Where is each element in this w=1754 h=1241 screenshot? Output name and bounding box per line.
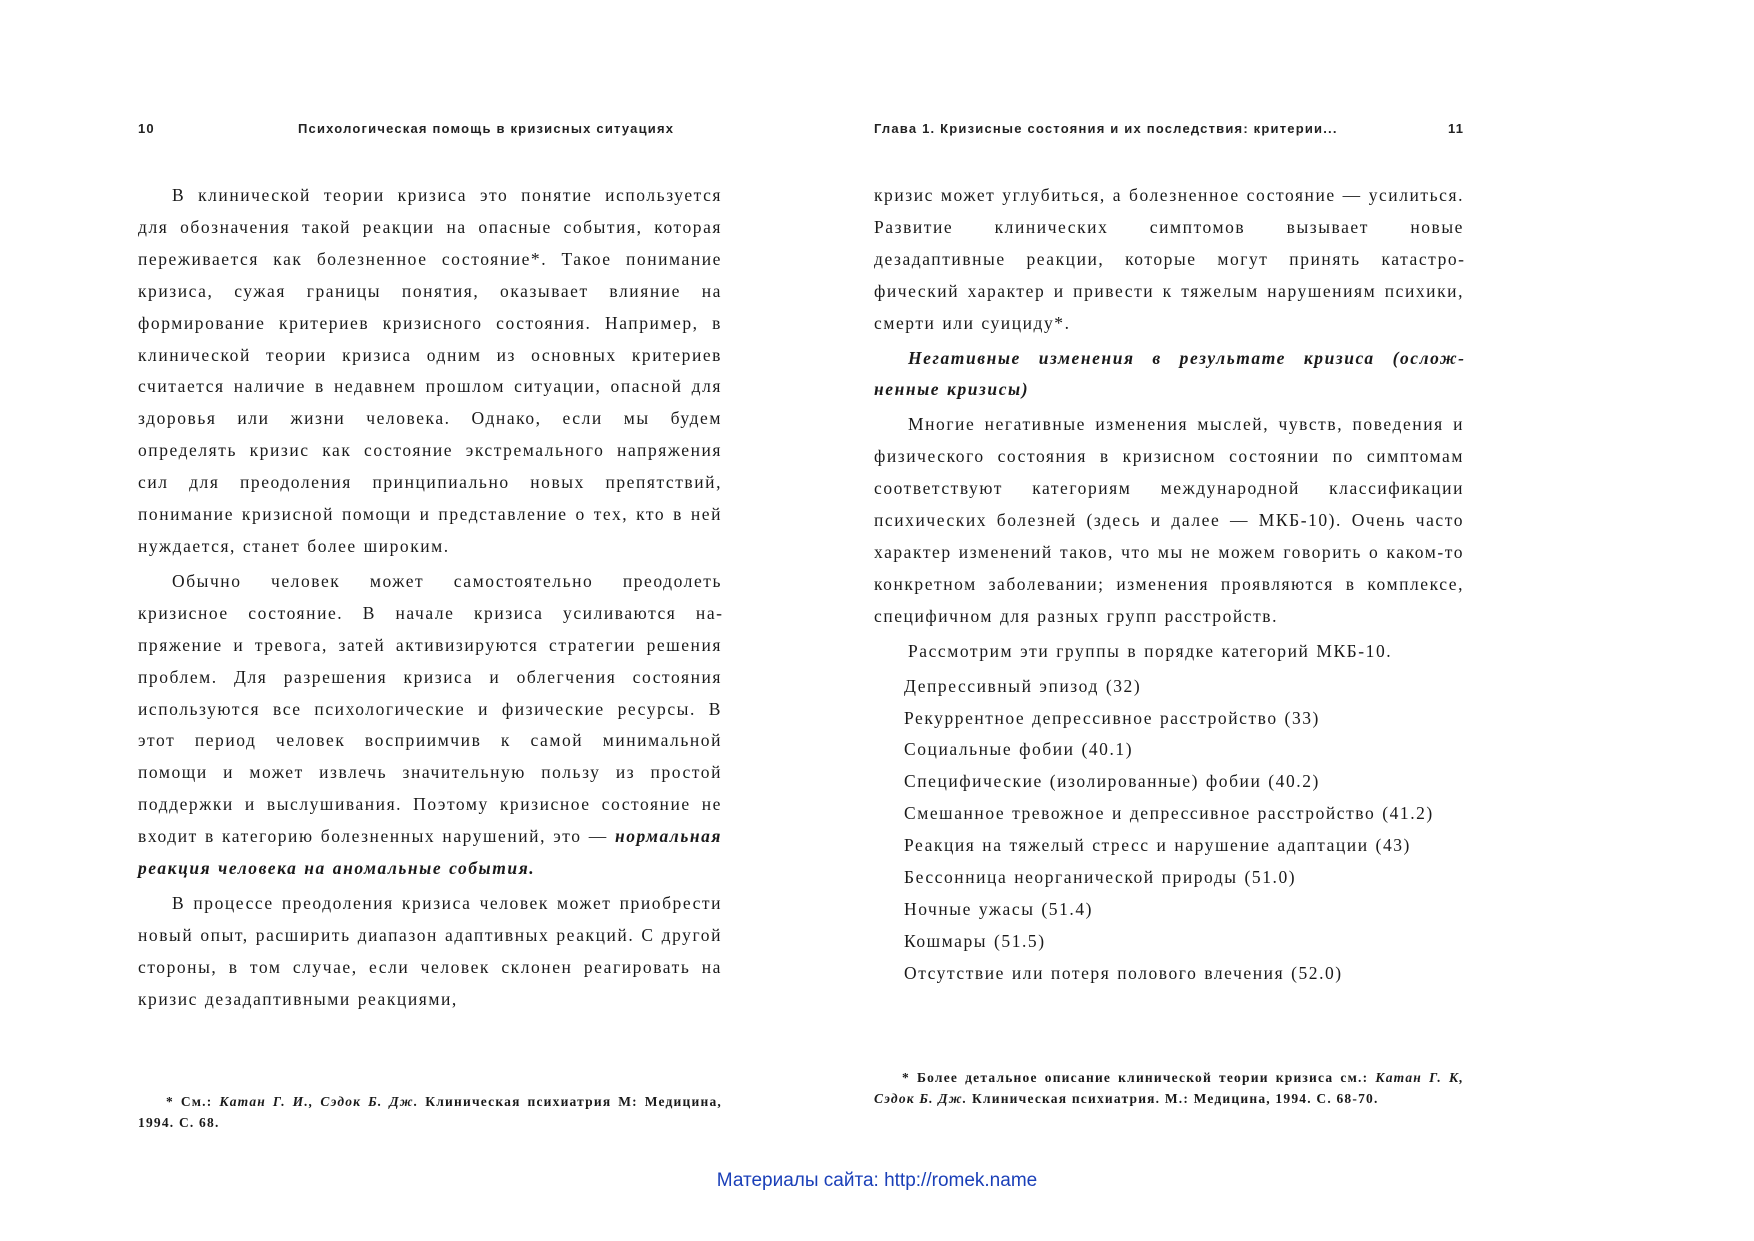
emphasis-text: нормальная реакция человека на аномальные события.: [138, 826, 722, 879]
paragraph: Обычно человек может самостоятельно преодолеть кризисное состояние. В начале кризиса усиливаются напряжение и тревога, затей активизируются стратегии решения проблем. Для разрешения кризиса и облегчения состояния используются все психологические и физические ресурсы. В этот период человек восприимчив к самой минимальной помощи и может извлечь значительную пользу из простой поддержки и выслушивания. Поэтому кризисное состояние не входит в категорию болезненных нарушений, это — нормальная реакция человека на аномальные события.: [138, 570, 722, 879]
section-heading: Негативные изменения в результате кризиса (осложненные кризисы): [874, 347, 1464, 400]
icd-category-list: [874, 671, 1464, 990]
page-number: 10: [138, 121, 155, 136]
list-item: Ночные ужасы (51.4): [904, 898, 1094, 919]
page-number: 11: [1448, 121, 1465, 136]
site-footer: [0, 1170, 1754, 1192]
paragraph: кризис может углубиться, а болезненное состояние — усилиться. Развитие клинических симптомов вызывает новые дезадаптивные реакции, которые могут принять катастрофический характер и привести к тяжелым нарушениям психики, смерти или суициду*.: [874, 185, 1464, 333]
footnote: * См.: Катан Г. И., Сэдок Б. Дж. Клиническая психиатрия М: Медицина, 1994. С. 68.: [138, 1094, 722, 1130]
list-item: Специфические (изолированные) фобии (40.2): [904, 771, 1320, 792]
list-item: Депрессивный эпизод (32): [904, 675, 1142, 696]
list-intro: Рассмотрим эти группы в порядке категорий МКБ-10.: [908, 640, 1393, 661]
list-item: Социальные фобии (40.1): [904, 739, 1134, 760]
paragraph: В клинической теории кризиса это понятие используется для обозначения такой реакции на опасные события, которая переживается как болезненное состояние*. Такое понимание кризиса, сужая границы понятия, оказывает влияние на формирование критериев кризисного состояния. Например, в клинической теории кризиса одним из основных критериев считается наличие в недавнем прошлом ситуации, опасной для здоровья или жизни человека. Однако, если мы будем определять кризис как состояние экстремального напряжения сил для преодоления принципиально новых препятствий, понимание кризисной помощи и представление о тех, кто в ней нуждается, станет более широким.: [138, 185, 722, 556]
body-text: [874, 180, 1464, 990]
body-text: [138, 180, 722, 1019]
footnote: * Более детальное описание клинической теории кризиса см.: Катан Г. К, Сэдок Б. Дж. Клиническая психиатрия. М.: Медицина, 1994. С. 68-70.: [874, 1070, 1464, 1106]
running-head: Глава 1. Кризисные состояния и их последствия: критерии...: [874, 121, 1338, 136]
paragraph: В процессе преодоления кризиса человек может приобрести новый опыт, расширить диапазон адаптивных реакций. С другой стороны, в том случае, если человек склонен реагировать на кризис дезадаптивными реакциями,: [138, 892, 722, 1009]
list-item: Рекуррентное депрессивное расстройство (33): [904, 707, 1320, 728]
list-item: Бессонница неорганической природы (51.0): [904, 867, 1297, 888]
list-item: Смешанное тревожное и депрессивное расстройство (41.2): [904, 803, 1434, 824]
list-item: Отсутствие или потеря полового влечения (52.0): [904, 962, 1343, 983]
footnote-authors: Катан Г. И., Сэдок Б. Дж.: [219, 1094, 419, 1109]
running-head: Психологическая помощь в кризисных ситуациях: [298, 121, 675, 136]
list-item: Реакция на тяжелый стресс и нарушение адаптации (43): [904, 835, 1411, 856]
site-link[interactable]: Материалы сайта: http://romek.name: [716, 1170, 1038, 1191]
list-item: Кошмары (51.5): [904, 930, 1046, 951]
footnote-authors: Катан Г. К, Сэдок Б. Дж.: [874, 1070, 1464, 1106]
paragraph: Многие негативные изменения мыслей, чувств, поведения и физического состояния в кризисном состоянии по симптомам соответствуют категориям международной классификации психических болезней (здесь и далее — МКБ-10). Очень часто характер изменений таков, что мы не можем говорить о каком-то конкретном заболевании; изменения проявляются в комплексе, специфичном для разных групп расстройств.: [874, 414, 1464, 626]
